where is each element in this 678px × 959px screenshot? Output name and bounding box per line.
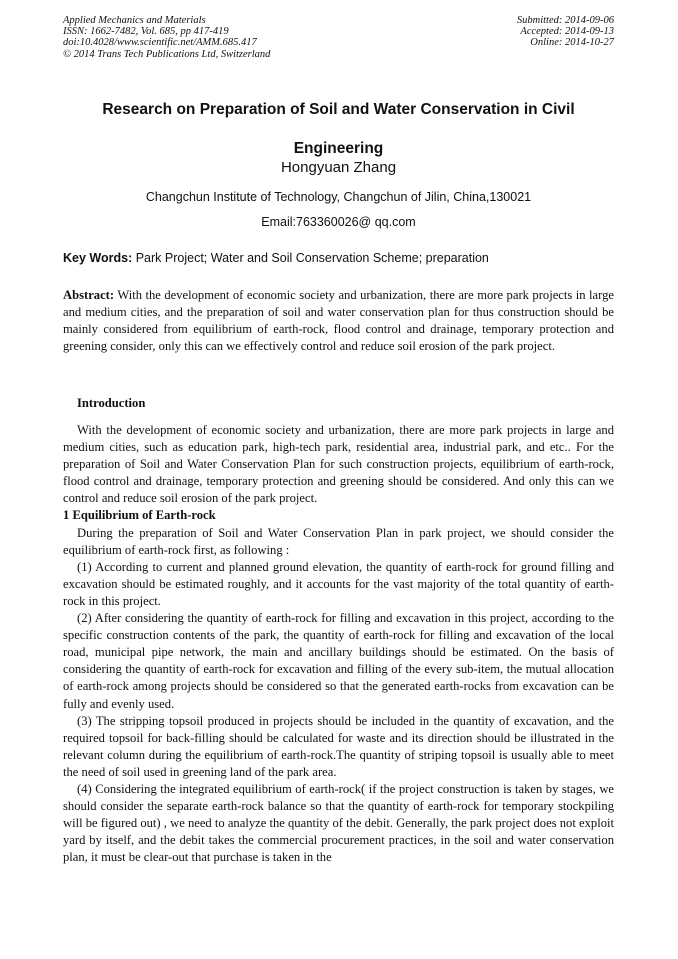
paper-title: Research on Preparation of Soil and Water Conservation in Civil Engineering xyxy=(102,101,575,157)
section-1-paragraph: (4) Considering the integrated equilibrium of earth-rock( if the project construction is taken by stages, we should consider the separate earth-rock balance so that the quantity of earth-rock for temporary stockpiling will be figured out) , we need to analyze the quantity of the debit. Generally, the park project does not exploit yard by itself, and the debit takes the commercial procurement practices, in the soil and water conservation plan, it must be clear-out that purchase is taken in the xyxy=(63,781,614,865)
section-1-paragraph: During the preparation of Soil and Water Conservation Plan in park project, we should consider the equilibrium of earth-rock first, as following : xyxy=(63,525,614,557)
keywords-text: Park Project; Water and Soil Conservation Scheme; preparation xyxy=(132,251,489,265)
journal-name: Applied Mechanics and Materials xyxy=(63,15,206,26)
keywords-label: Key Words: xyxy=(63,251,133,265)
copyright-line: © 2014 Trans Tech Publications Ltd, Switzerland xyxy=(63,48,271,60)
issn-line: ISSN: 1662-7482, Vol. 685, pp 417-419 xyxy=(63,26,229,38)
author-name: Hongyuan Zhang xyxy=(280,159,397,176)
section-1-paragraph: (1) According to current and planned ground elevation, the quantity of earth-rock for ground filling and excavation should be estimated roughly, and it accounts for the vast majority of the total quantity of earth-rock in this project. xyxy=(63,559,614,608)
abstract-text: With the development of economic society and urbanization, there are more park projects in large and medium cities, and the preparation of soil and water conservation plan for thus construction should be mainly considered from equilibrium of earth-rock, flood control and drainage, temporary protection and greening consider, only this can we effectively control and reduce soil erosion of the park project. xyxy=(63,288,614,354)
accepted-date: Accepted: 2014-09-13 xyxy=(520,26,614,38)
author-affiliation: Changchun Institute of Technology, Changchun of Jilin, China,130021 xyxy=(145,190,532,204)
journal-info xyxy=(63,15,270,60)
keywords xyxy=(63,251,614,265)
doi-line: doi:10.4028/www.scientific.net/AMM.685.417 xyxy=(63,37,257,49)
online-date: Online: 2014-10-27 xyxy=(530,37,614,49)
author-email: Email:763360026@ qq.com xyxy=(261,215,416,229)
introduction-paragraph: With the development of economic society and urbanization, there are more park projects in large and medium cities, such as education park, high-tech park, residential area, industrial park, and etc.. For the preparation of Soil and Water Conservation Plan for such construction projects, equilibrium of earth-rock, flood control and drainage, temporary protection and greening should be considered. And only this can we control and reduce soil erosion of the park project. xyxy=(63,423,614,506)
section-1-heading: 1 Equilibrium of Earth-rock xyxy=(63,508,216,523)
introduction-heading-block xyxy=(63,395,614,412)
abstract-label: Abstract: xyxy=(63,288,115,302)
introduction-heading: Introduction xyxy=(77,396,146,410)
section-1-paragraph: (2) After considering the quantity of earth-rock for filling and excavation in this project, according to the specific construction contents of the park, the quantity of earth-rock for filling and excavation of the local road, municipal pipe network, the main and ancillary buildings should be estimated. On the basis of considering the quantity of earth-rock for excavation and filling of the every sub-item, the mutual allocation of earth-rock among projects should be considered so that the generated earth-rocks from excavation can be fully and evenly used. xyxy=(63,611,614,711)
section-1-paragraph: (3) The stripping topsoil produced in projects should be included in the quantity of excavation, and the required topsoil for back-filling should be calculated for waste and its direction should be illustrated in the relevant column during the equilibrium of earth-rock.The quantity of striping topsoil is usually able to meet the need of soil used in greening land of the park area. xyxy=(63,713,614,779)
submission-dates xyxy=(517,15,614,49)
main-text xyxy=(63,422,614,866)
submitted-date: Submitted: 2014-09-06 xyxy=(516,15,614,26)
abstract xyxy=(63,287,614,355)
